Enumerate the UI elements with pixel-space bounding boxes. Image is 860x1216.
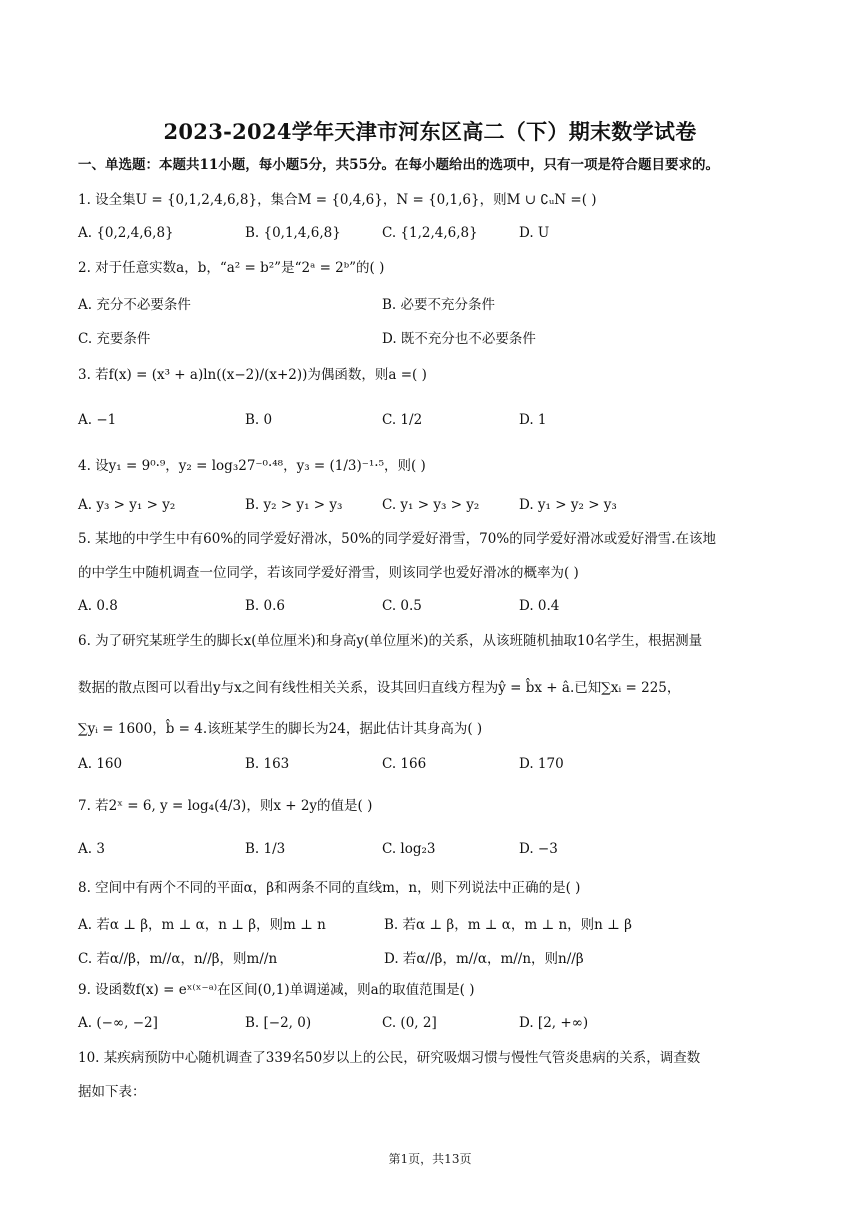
q2-option-a: A. 充分不必要条件: [78, 297, 191, 313]
q6-option-a: A. 160: [78, 756, 123, 772]
question-5-stem-line-2: 的中学生中随机调查一位同学，若该同学爱好滑雪，则该同学也爱好滑冰的概率为( ): [78, 565, 579, 581]
question-6-stem-line-3: ∑yᵢ = 1600，b̂ = 4.该班某学生的脚长为24，据此估计其身高为( ): [78, 721, 483, 737]
q1-option-c: C. {1,2,4,6,8}: [382, 225, 478, 241]
q1-option-a: A. {0,2,4,6,8}: [78, 225, 174, 241]
q8-option-b: B. 若α ⊥ β，m ⊥ α，m ⊥ n，则n ⊥ β: [384, 917, 632, 933]
q1-option-d: D. U: [519, 225, 550, 241]
page-footer: 第1页，共13页: [388, 1152, 472, 1166]
q6-option-b: B. 163: [245, 756, 290, 772]
question-9-stem: 9. 设函数f(x) = eˣ⁽ˣ⁻ᵃ⁾在区间(0,1)单调递减，则a的取值范围是( ): [78, 982, 475, 998]
q7-option-a: A. 3: [78, 841, 105, 857]
q2-option-d: D. 既不充分也不必要条件: [382, 331, 536, 347]
q9-option-b: B. [−2, 0): [245, 1015, 312, 1031]
q7-option-c: C. log₂3: [382, 841, 436, 857]
q8-option-d: D. 若α//β，m//α，m//n，则n//β: [384, 951, 584, 967]
page-title: 2023-2024学年天津市河东区高二（下）期末数学试卷: [163, 119, 697, 144]
section-heading: 一、单选题：本题共11小题，每小题5分，共55分。在每小题给出的选项中，只有一项是符合题目要求的。: [78, 157, 719, 173]
q8-option-a: A. 若α ⊥ β，m ⊥ α，n ⊥ β，则m ⊥ n: [78, 917, 326, 933]
q7-option-d: D. −3: [519, 841, 558, 857]
question-5-stem-line-1: 5. 某地的中学生中有60%的同学爱好滑冰，50%的同学爱好滑雪，70%的同学爱好滑冰或爱好滑雪.在该地: [78, 531, 716, 547]
q4-option-d: D. y₁ > y₂ > y₃: [519, 497, 617, 513]
q1-option-b: B. {0,1,4,6,8}: [245, 225, 341, 241]
question-8-stem: 8. 空间中有两个不同的平面α，β和两条不同的直线m，n，则下列说法中正确的是( ): [78, 880, 581, 896]
q5-option-b: B. 0.6: [245, 598, 285, 614]
q9-option-c: C. (0, 2]: [382, 1015, 437, 1031]
question-3-stem: 3. 若f(x) = (x³ + a)ln((x−2)/(x+2))为偶函数，则a =( ): [78, 367, 427, 383]
q3-option-d: D. 1: [519, 412, 547, 428]
question-6-stem-line-2: 数据的散点图可以看出y与x之间有线性相关关系，设其回归直线方程为ŷ = b̂x + â.已知∑xᵢ = 225，: [78, 680, 681, 696]
q3-option-c: C. 1/2: [382, 412, 423, 428]
q3-option-a: A. −1: [78, 412, 117, 428]
q9-option-d: D. [2, +∞): [519, 1015, 589, 1031]
question-4-stem: 4. 设y₁ = 9⁰·⁹，y₂ = log₃27⁻⁰·⁴⁸，y₃ = (1/3)⁻¹·⁵，则( ): [78, 458, 426, 474]
question-6-stem-line-1: 6. 为了研究某班学生的脚长x(单位厘米)和身高y(单位厘米)的关系，从该班随机抽取10名学生，根据测量: [78, 633, 703, 649]
question-10-stem-line-2: 据如下表：: [78, 1084, 146, 1100]
q6-option-c: C. 166: [382, 756, 427, 772]
question-1-stem: 1. 设全集U = {0,1,2,4,6,8}，集合M = {0,4,6}，N = {0,1,6}，则M ∪ ∁ᵤN =( ): [78, 192, 597, 208]
q5-option-c: C. 0.5: [382, 598, 422, 614]
q5-option-d: D. 0.4: [519, 598, 560, 614]
q4-option-a: A. y₃ > y₁ > y₂: [78, 497, 176, 513]
q7-option-b: B. 1/3: [245, 841, 286, 857]
question-7-stem: 7. 若2ˣ = 6, y = log₄(4/3)，则x + 2y的值是( ): [78, 798, 373, 814]
q6-option-d: D. 170: [519, 756, 564, 772]
q3-option-b: B. 0: [245, 412, 273, 428]
q4-option-b: B. y₂ > y₁ > y₃: [245, 497, 343, 513]
q5-option-a: A. 0.8: [78, 598, 118, 614]
q4-option-c: C. y₁ > y₃ > y₂: [382, 497, 480, 513]
q2-option-b: B. 必要不充分条件: [382, 297, 496, 313]
question-2-stem: 2. 对于任意实数a，b，“a² = b²”是“2ᵃ = 2ᵇ”的( ): [78, 260, 385, 276]
q9-option-a: A. (−∞, −2]: [78, 1015, 158, 1031]
question-10-stem-line-1: 10. 某疾病预防中心随机调查了339名50岁以上的公民，研究吸烟习惯与慢性气管炎患病的关系，调查数: [78, 1050, 701, 1066]
q2-option-c: C. 充要条件: [78, 331, 151, 347]
q8-option-c: C. 若α//β，m//α，n//β，则m//n: [78, 951, 278, 967]
